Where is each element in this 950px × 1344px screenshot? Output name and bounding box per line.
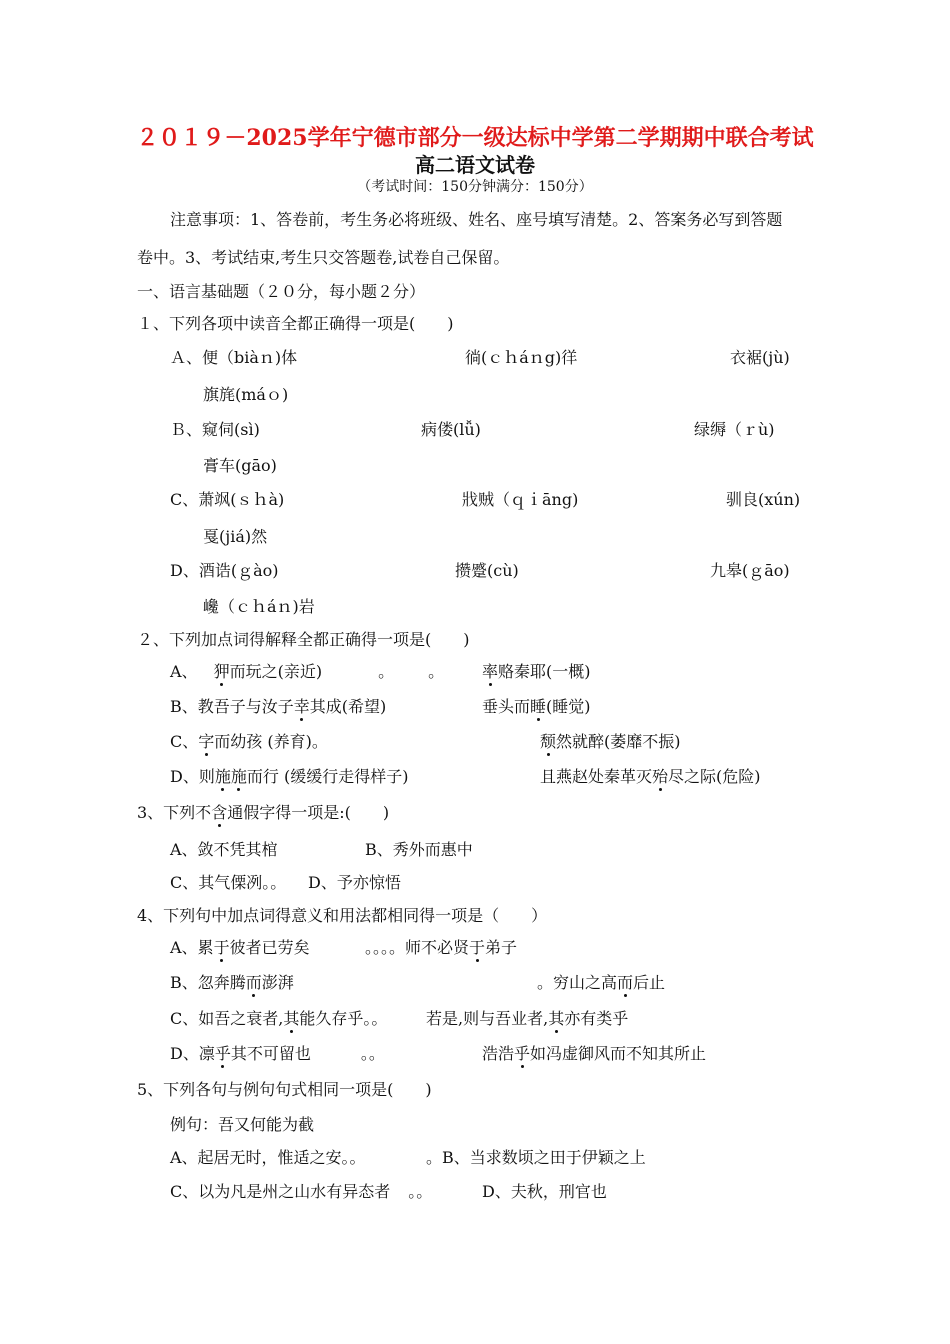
q5-example: 例句：吾又何能为截 xyxy=(170,1115,315,1134)
q1-option-d-1: D、酒诰(ｇào) xyxy=(170,561,279,580)
dotted-char: 而 xyxy=(245,973,262,992)
dotted-char: 字 xyxy=(198,732,215,751)
notice-line-2: 卷中。3、考试结束,考生只交答题卷,试卷自己保留。 xyxy=(137,248,510,267)
section-heading: 一、语言基础题（２０分，每小题２分） xyxy=(137,282,426,301)
q1-option-b-1: Ｂ、窥伺(sì) xyxy=(170,420,260,439)
q1-option-a-2: 徜(ｃｈáｎg)徉 xyxy=(465,348,578,367)
q2-option-a-left: A、 狎而玩之(亲近) 。 。 xyxy=(170,662,445,681)
q4-option-b-left: B、忽奔腾而澎湃 xyxy=(170,973,294,992)
q1-option-c-1: C、萧飒(ｓｈà) xyxy=(170,490,285,509)
q1-option-d-4: 巉（ｃｈáｎ)岩 xyxy=(203,597,315,616)
q4-option-b-right: 。穷山之高而后止 xyxy=(537,973,666,992)
q2-option-c-left: C、字而幼孩 (养育)。 xyxy=(170,732,328,751)
dotted-char: 而 xyxy=(617,973,634,992)
q1-stem: １、下列各项中读音全都正确得一项是( ) xyxy=(137,314,454,333)
q1-option-b-4: 膏车(gāo) xyxy=(203,456,277,475)
dotted-char: 其 xyxy=(548,1009,565,1028)
q1-option-a-1: Ａ、便（biàｎ)体 xyxy=(170,348,298,367)
q2-option-b-left: B、教吾子与汝子幸其成(希望) xyxy=(170,697,387,716)
dotted-char: 狎 xyxy=(213,662,230,681)
dotted-char: 殆 xyxy=(652,767,669,786)
q4-option-c-left: C、如吾之衰者,其能久存乎。。 xyxy=(170,1009,388,1028)
dotted-char: 含 xyxy=(211,803,228,822)
q2-option-c-right: 颓然就醉(萎靡不振) xyxy=(540,732,681,751)
q1-option-d-3: 九皋(ｇāo) xyxy=(710,561,790,580)
q4-option-d-right: 浩浩乎如冯虚御风而不知其所止 xyxy=(482,1044,707,1063)
q5-stem: 5、下列各句与例句句式相同一项是( ) xyxy=(137,1080,432,1099)
q2-option-d-left: D、则施施而行 (缓缓行走得样子) xyxy=(170,767,409,786)
q4-option-a-left: A、累于彼者已劳矣 xyxy=(170,938,310,957)
q5-option-c: C、以为凡是州之山水有异态者 。。 xyxy=(170,1182,433,1201)
q3-option-b: B、秀外而惠中 xyxy=(365,840,473,859)
q1-option-c-2: 戕贼（ｑｉāng) xyxy=(462,490,579,509)
q1-option-d-2: 攒蹙(cù) xyxy=(455,561,519,580)
dotted-char: 其 xyxy=(283,1009,300,1028)
q4-option-a-right: 。。。。师不必贤于弟子 xyxy=(365,938,518,957)
q4-stem: 4、下列句中加点词得意义和用法都相同得一项是（ ） xyxy=(137,906,548,925)
dotted-char: 乎 xyxy=(514,1044,531,1063)
q1-option-a-4: 旗旄(máｏ) xyxy=(203,385,289,404)
q2-option-a-right: 率赂秦耶(一概) xyxy=(482,662,591,681)
q5-option-d: D、夫秋，刑官也 xyxy=(482,1182,607,1201)
exam-subtitle: 高二语文试卷 xyxy=(415,153,535,177)
dotted-char: 施 xyxy=(230,767,247,786)
q2-option-b-right: 垂头而睡(睡觉) xyxy=(482,697,591,716)
dotted-char: 颓 xyxy=(540,732,557,751)
q3-stem: 3、下列不含通假字得一项是:( ) xyxy=(137,803,390,822)
exam-info: （考试时间：150分钟满分：150分） xyxy=(357,179,593,195)
q3-option-d: D、予亦惊悟 xyxy=(308,873,401,892)
q4-option-d-left: D、凛乎其不可留也 。。 xyxy=(170,1044,385,1063)
notice-line-1: 注意事项：1、答卷前，考生务必将班级、姓名、座号填写清楚。2、答案务必写到答题 xyxy=(170,210,783,229)
dotted-char: 于 xyxy=(469,938,486,957)
q1-option-c-3: 驯良(xún) xyxy=(726,490,801,509)
dotted-char: 率 xyxy=(482,662,499,681)
dotted-char: 乎 xyxy=(214,1044,231,1063)
q1-option-b-3: 绿缛（ｒù) xyxy=(694,420,775,439)
dotted-char: 施 xyxy=(214,767,231,786)
q5-option-a: A、起居无时，惟适之安。。 xyxy=(170,1148,366,1167)
dotted-char: 睡 xyxy=(530,697,547,716)
q2-stem: ２、下列加点词得解释全都正确得一项是( ) xyxy=(137,630,470,649)
q5-option-b: 。B、当求数顷之田于伊颖之上 xyxy=(426,1148,646,1167)
q3-option-a: A、敛不凭其棺 xyxy=(170,840,278,859)
q4-option-c-right: 若是,则与吾业者,其亦有类乎 xyxy=(426,1009,629,1028)
q1-option-b-2: 病偻(lǚ) xyxy=(421,420,481,439)
q2-option-d-right: 且燕赵处秦革灭殆尽之际(危险) xyxy=(540,767,761,786)
q3-option-c: C、其气傈冽。。 xyxy=(170,873,287,892)
dotted-char: 幸 xyxy=(293,697,310,716)
q1-option-a-3: 衣裾(jù) xyxy=(730,348,790,367)
exam-title: ２０１９－2025学年宁德市部分一级达标中学第二学期期中联合考试 xyxy=(136,125,814,151)
q1-option-c-4: 戛(jiá)然 xyxy=(203,527,268,546)
dotted-char: 于 xyxy=(213,938,230,957)
